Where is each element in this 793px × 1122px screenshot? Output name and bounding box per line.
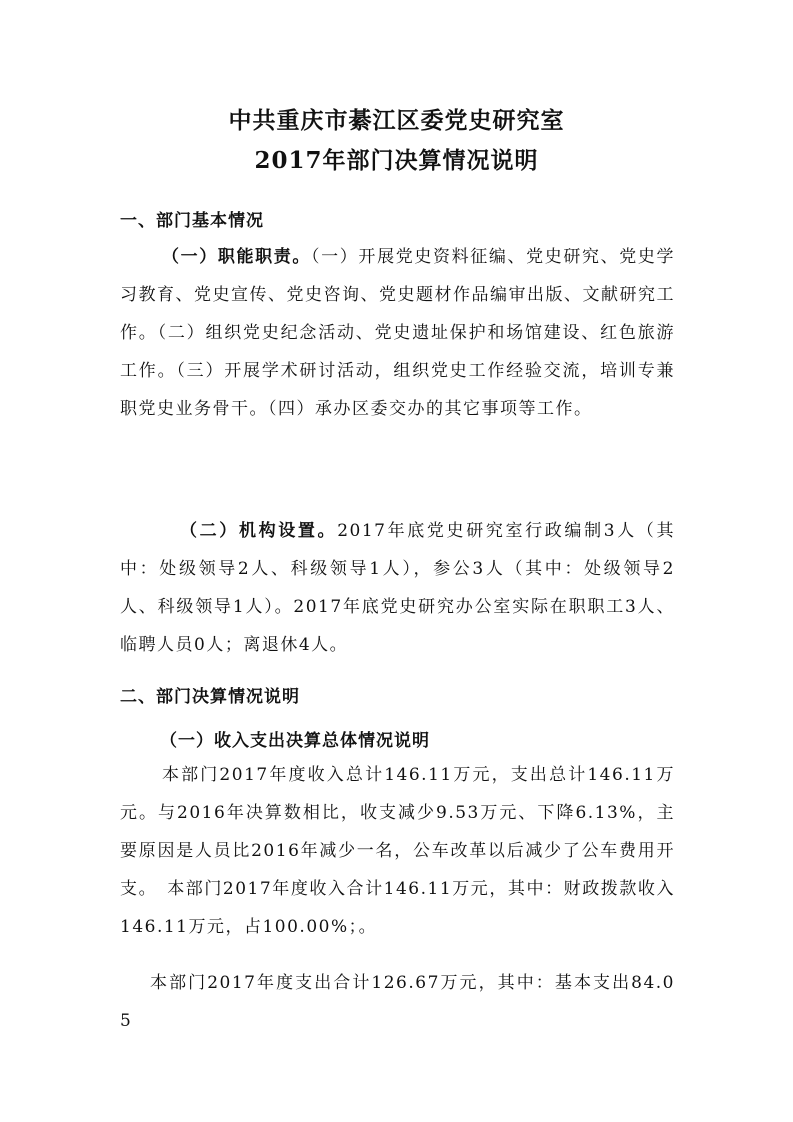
subsection-heading-income-expense: （一）收入支出决算总体情况说明 (160, 731, 430, 751)
paragraph-text: （一）开展党史资料征编、党史研究、党史学习教育、党史宣传、党史咨询、党史题材作品编审出版、文献研究工作。（二）组织党史纪念活动、党史遗址保护和场馆建设、红色旅游工作。（三）开展学术研讨活动，组织党史工作经验交流，培训专兼职党史业务骨干。（四）承办区委交办的其它事项等工作。 (120, 247, 676, 419)
section-heading-basic-info: 一、部门基本情况 (120, 211, 264, 231)
paragraph-lead: （一）职能职责。 (162, 247, 312, 267)
document-title: 中共重庆市綦江区委党史研究室 (228, 107, 565, 134)
paragraph-lead: （二）机构设置。 (180, 521, 338, 541)
paragraph-text: 2017年底党史研究室行政编制3人（其中：处级领导2人、科级领导1人），参公3人（其中：处级领导2人、科级领导1人）。2017年底党史研究办公室实际在职职工3人、临聘人员0人；离退休4人。 (120, 521, 675, 655)
paragraph-expense-summary: 本部门2017年度支出合计126.67万元，其中：基本支出84.05 (120, 973, 675, 1031)
document-subtitle: 2017年部门决算情况说明 (254, 147, 539, 174)
section-heading-final-accounts: 二、部门决算情况说明 (120, 687, 300, 707)
paragraph-organization (120, 512, 675, 664)
paragraph-functions (120, 238, 675, 428)
paragraph-income-summary: 本部门2017年度收入总计146.11万元，支出总计146.11万元。与2016年决算数相比，收支减少9.53万元、下降6.13%，主要原因是人员比2016年减少一名，公车改革以后减少了公车费用开支。 本部门2017年度收入合计146.11万元，其中：财政拨款收入146.11万元，占100.00%；。 (120, 765, 675, 937)
